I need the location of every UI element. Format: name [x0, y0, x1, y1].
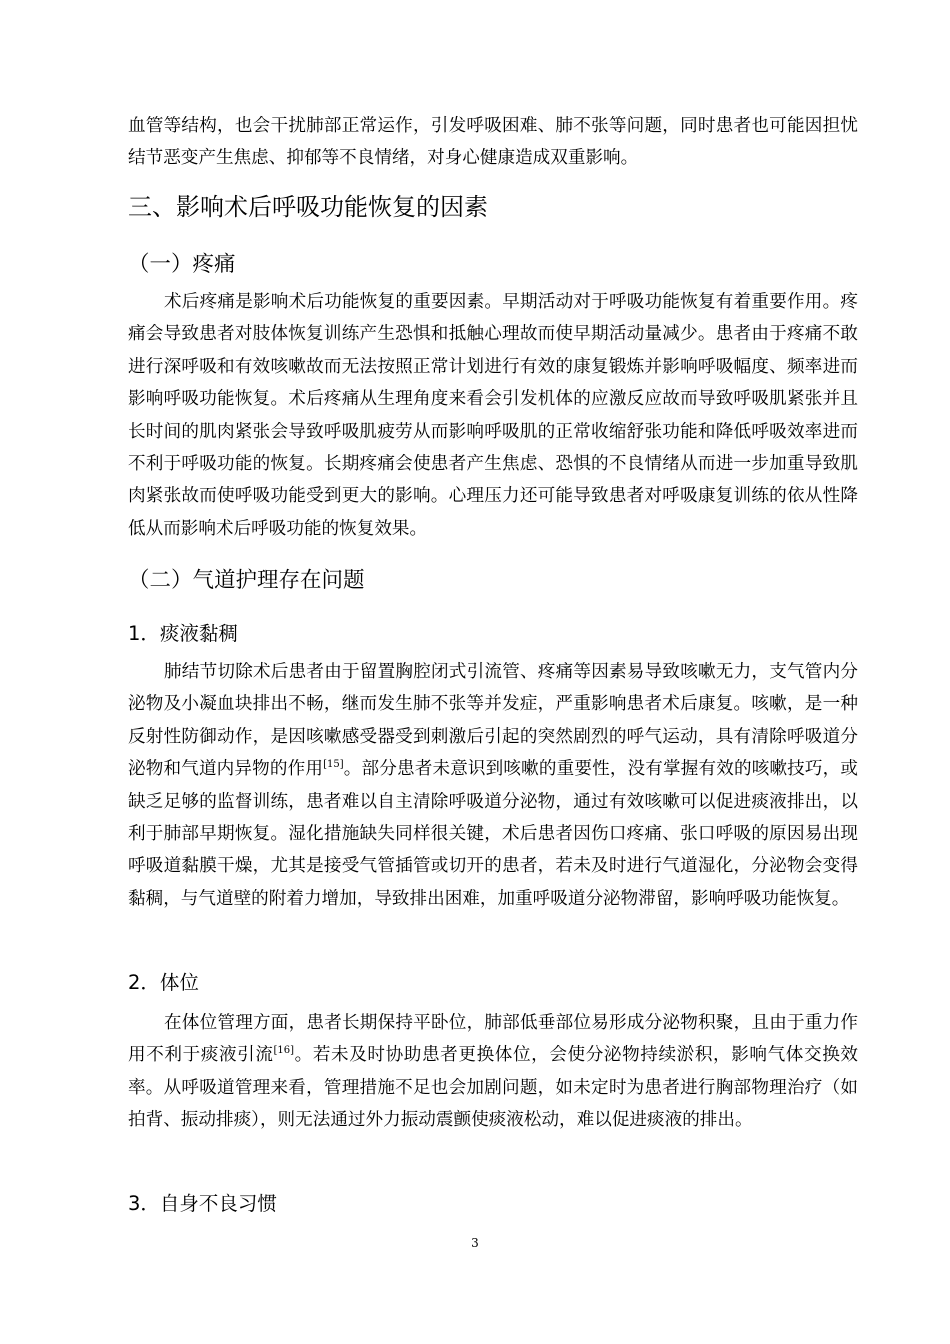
citation-16: [16] — [273, 1045, 295, 1057]
intro-paragraph: 血管等结构，也会干扰肺部正常运作，引发呼吸困难、肺不张等问题，同时患者也可能因担忧结节恶变产生焦虑、抑郁等不良情绪，对身心健康造成双重影响。 — [128, 116, 858, 169]
citation-15: [15] — [323, 759, 344, 771]
item-heading-sputum: 1．痰液黏稠 — [128, 622, 238, 645]
item-heading-position: 2．体位 — [128, 971, 199, 994]
item-heading-bad-habits: 3．自身不良习惯 — [128, 1192, 277, 1215]
position-text-b: 。若未及时协助患者更换体位，会使分泌物持续淤积，影响气体交换效率。从呼吸道管理来看，管理措施不足也会加剧问题，如未定时为患者进行胸部物理治疗（如拍背、振动排痰），则无法通过外力振动震颤使痰液松动，难以促进痰液的排出。 — [128, 1045, 858, 1131]
subsection-heading-pain: （一）疼痛 — [128, 252, 236, 277]
sputum-paragraph — [128, 656, 858, 915]
position-text-a: 在体位管理方面，患者长期保持平卧位，肺部低垂部位易形成分泌物积聚，且由于重力作用不利于痰液引流 — [128, 1013, 858, 1066]
sputum-text-a: 肺结节切除术后患者由于留置胸腔闭式引流管、疼痛等因素易导致咳嗽无力，支气管内分泌物及小凝血块排出不畅，继而发生肺不张等并发症，严重影响患者术后康复。咳嗽，是一种反射性防御动作，是因咳嗽感受器受到刺激后引起的突然剧烈的呼气运动，具有清除呼吸道分泌物和气道内异物的作用 — [128, 662, 858, 780]
sputum-text-b: 。部分患者未意识到咳嗽的重要性，没有掌握有效的咳嗽技巧，或缺乏足够的监督训练，患者难以自主清除呼吸道分泌物，通过有效咳嗽可以促进痰液排出，以利于肺部早期恢复。湿化措施缺失同样很关键，术后患者因伤口疼痛、张口呼吸的原因易出现呼吸道黏膜干燥，尤其是接受气管插管或切开的患者，若未及时进行气道湿化，分泌物会变得黏稠，与气道壁的附着力增加，导致排出困难，加重呼吸道分泌物滞留，影响呼吸功能恢复。 — [128, 759, 858, 909]
pain-paragraph: 术后疼痛是影响术后功能恢复的重要因素。早期活动对于呼吸功能恢复有着重要作用。疼痛会导致患者对肢体恢复训练产生恐惧和抵触心理故而使早期活动量减少。患者由于疼痛不敢进行深呼吸和有效咳嗽故而无法按照正常计划进行有效的康复锻炼并影响呼吸幅度、频率进而影响呼吸功能恢复。术后疼痛从生理角度来看会引发机体的应激反应故而导致呼吸肌紧张并且长时间的肌肉紧张会导致呼吸肌疲劳从而影响呼吸肌的正常收缩舒张功能和降低呼吸效率进而不利于呼吸功能的恢复。长期疼痛会使患者产生焦虑、恐惧的不良情绪从而进一步加重导致肌肉紧张故而使呼吸功能受到更大的影响。心理压力还可能导致患者对呼吸康复训练的依从性降低从而影响术后呼吸功能的恢复效果。 — [128, 292, 858, 539]
subsection-heading-airway: （二）气道护理存在问题 — [128, 568, 365, 593]
position-paragraph — [128, 1007, 858, 1137]
page-number: 3 — [471, 1236, 479, 1250]
section-heading: 三、影响术后呼吸功能恢复的因素 — [128, 193, 488, 221]
